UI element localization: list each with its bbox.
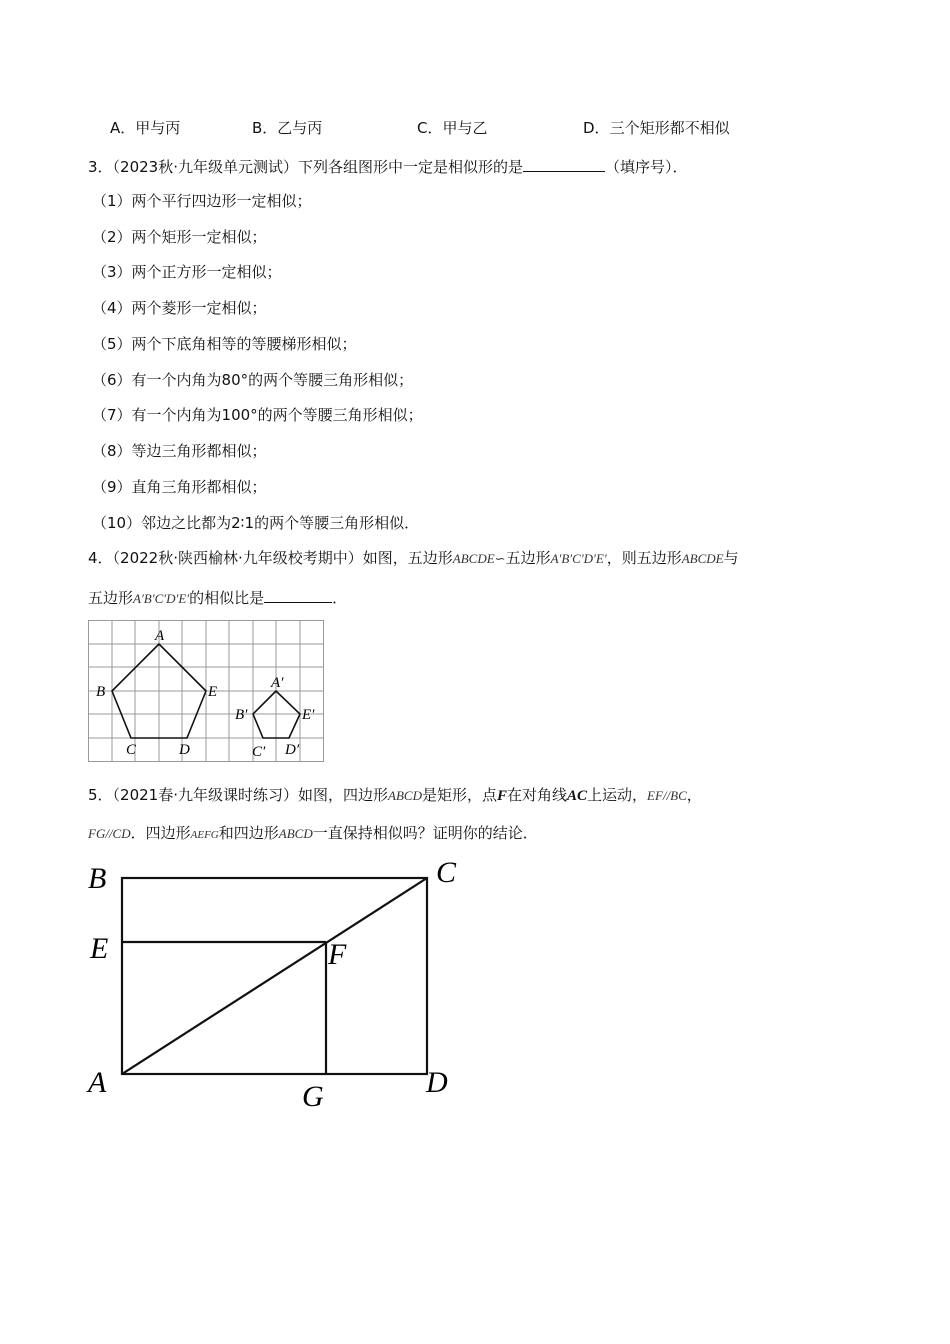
option-b xyxy=(252,118,322,138)
list-item: （6）有一个内角为80°的两个等腰三角形相似； xyxy=(92,371,414,389)
option-text: 甲与丙 xyxy=(135,119,181,137)
answer-blank[interactable] xyxy=(523,155,605,172)
question-text: 五边形 xyxy=(88,589,134,607)
rectangle-diagonal-figure xyxy=(80,850,470,1115)
question-4-line-2 xyxy=(88,586,347,609)
point-label-f: F xyxy=(328,938,347,971)
question-source: （2022秋·陕西榆林·九年级校考期中） xyxy=(112,549,363,567)
option-label: C． xyxy=(417,119,443,137)
option-text: 乙与丙 xyxy=(277,119,323,137)
question-4-line-1 xyxy=(88,548,739,569)
point-label-g: G xyxy=(302,1080,324,1113)
point-label-b: B xyxy=(88,862,107,895)
math-expression: AC xyxy=(567,788,588,804)
question-text: ．四边形 xyxy=(130,824,191,842)
math-expression: A′B′C′D′E′ xyxy=(550,551,607,566)
vertex-label-b-prime: B′ xyxy=(235,707,248,723)
list-item: （3）两个正方形一定相似； xyxy=(92,263,282,281)
pentagon-grid-figure xyxy=(88,620,325,763)
option-c xyxy=(417,118,488,138)
question-text: 一直保持相似吗？证明你的结论． xyxy=(312,824,538,842)
question-text: 和四边形 xyxy=(218,824,279,842)
question-text: 与 xyxy=(723,549,739,567)
vertex-label-d: D xyxy=(179,742,190,758)
question-tail: （填序号）． xyxy=(605,158,688,176)
math-expression: ABCDE∽ xyxy=(452,551,506,566)
list-item: （2）两个矩形一定相似； xyxy=(92,228,267,246)
question-text: 的相似比是 xyxy=(189,589,265,607)
question-number: 4． xyxy=(88,549,113,567)
point-label-c: C xyxy=(436,856,457,889)
option-a xyxy=(110,118,180,138)
math-expression: F xyxy=(496,788,507,804)
math-expression: ABCD xyxy=(278,826,313,841)
math-expression: AEFG xyxy=(190,829,219,841)
option-label: B． xyxy=(252,119,278,137)
point-label-a: A xyxy=(88,1066,107,1099)
diagonal-ac xyxy=(122,878,427,1074)
question-text: 下列各组图形中一定是相似形的是 xyxy=(298,158,524,176)
question-tail: ． xyxy=(332,589,348,607)
math-expression: EF//BC xyxy=(647,788,687,803)
vertex-label-b: B xyxy=(96,684,106,700)
question-source: （2023秋·九年级单元测试） xyxy=(112,158,298,176)
vertex-label-a-prime: A′ xyxy=(271,675,284,691)
question-text: 如图，四边形 xyxy=(298,786,389,804)
option-label: A． xyxy=(110,119,136,137)
question-text: ， xyxy=(686,786,702,804)
option-d xyxy=(583,118,730,138)
list-item: （1）两个平行四边形一定相似； xyxy=(92,192,312,210)
math-expression: ABCDE xyxy=(681,551,724,566)
question-text: 在对角线 xyxy=(507,786,568,804)
vertex-label-d-prime: D′ xyxy=(285,742,300,758)
question-number: 3． xyxy=(88,158,113,176)
vertex-label-e-prime: E′ xyxy=(302,707,315,723)
question-5-line-1 xyxy=(88,785,702,806)
option-label: D． xyxy=(583,119,610,137)
list-item: （5）两个下底角相等的等腰梯形相似； xyxy=(92,335,357,353)
vertex-label-e: E xyxy=(208,684,218,700)
answer-blank[interactable] xyxy=(264,586,332,603)
list-item: （10）邻边之比都为2∶1的两个等腰三角形相似． xyxy=(92,514,420,532)
question-text: 如图，五边形 xyxy=(362,549,453,567)
option-text: 甲与乙 xyxy=(442,119,488,137)
question-3-stem xyxy=(88,155,688,177)
question-text: ，则五边形 xyxy=(606,549,682,567)
point-label-e: E xyxy=(90,932,109,965)
question-source: （2021春·九年级课时练习） xyxy=(112,786,298,804)
vertex-label-a: A xyxy=(155,628,165,644)
list-item: （4）两个菱形一定相似； xyxy=(92,299,267,317)
math-expression: A′B′C′D′E′ xyxy=(133,591,190,606)
list-item: （7）有一个内角为100°的两个等腰三角形相似； xyxy=(92,406,423,424)
list-item: （9）直角三角形都相似； xyxy=(92,478,267,496)
question-number: 5． xyxy=(88,786,113,804)
vertex-label-c-prime: C′ xyxy=(252,744,266,760)
question-text: 五边形 xyxy=(505,549,551,567)
point-label-d: D xyxy=(426,1066,448,1099)
vertex-label-c: C xyxy=(126,742,137,758)
question-text: 上运动， xyxy=(587,786,648,804)
math-expression: FG//CD xyxy=(88,826,131,841)
list-item: （8）等边三角形都相似； xyxy=(92,442,267,460)
option-text: 三个矩形都不相似 xyxy=(609,119,730,137)
math-expression: ABCD xyxy=(388,788,422,803)
question-text: 是矩形，点 xyxy=(421,786,497,804)
question-5-line-2 xyxy=(88,823,538,845)
